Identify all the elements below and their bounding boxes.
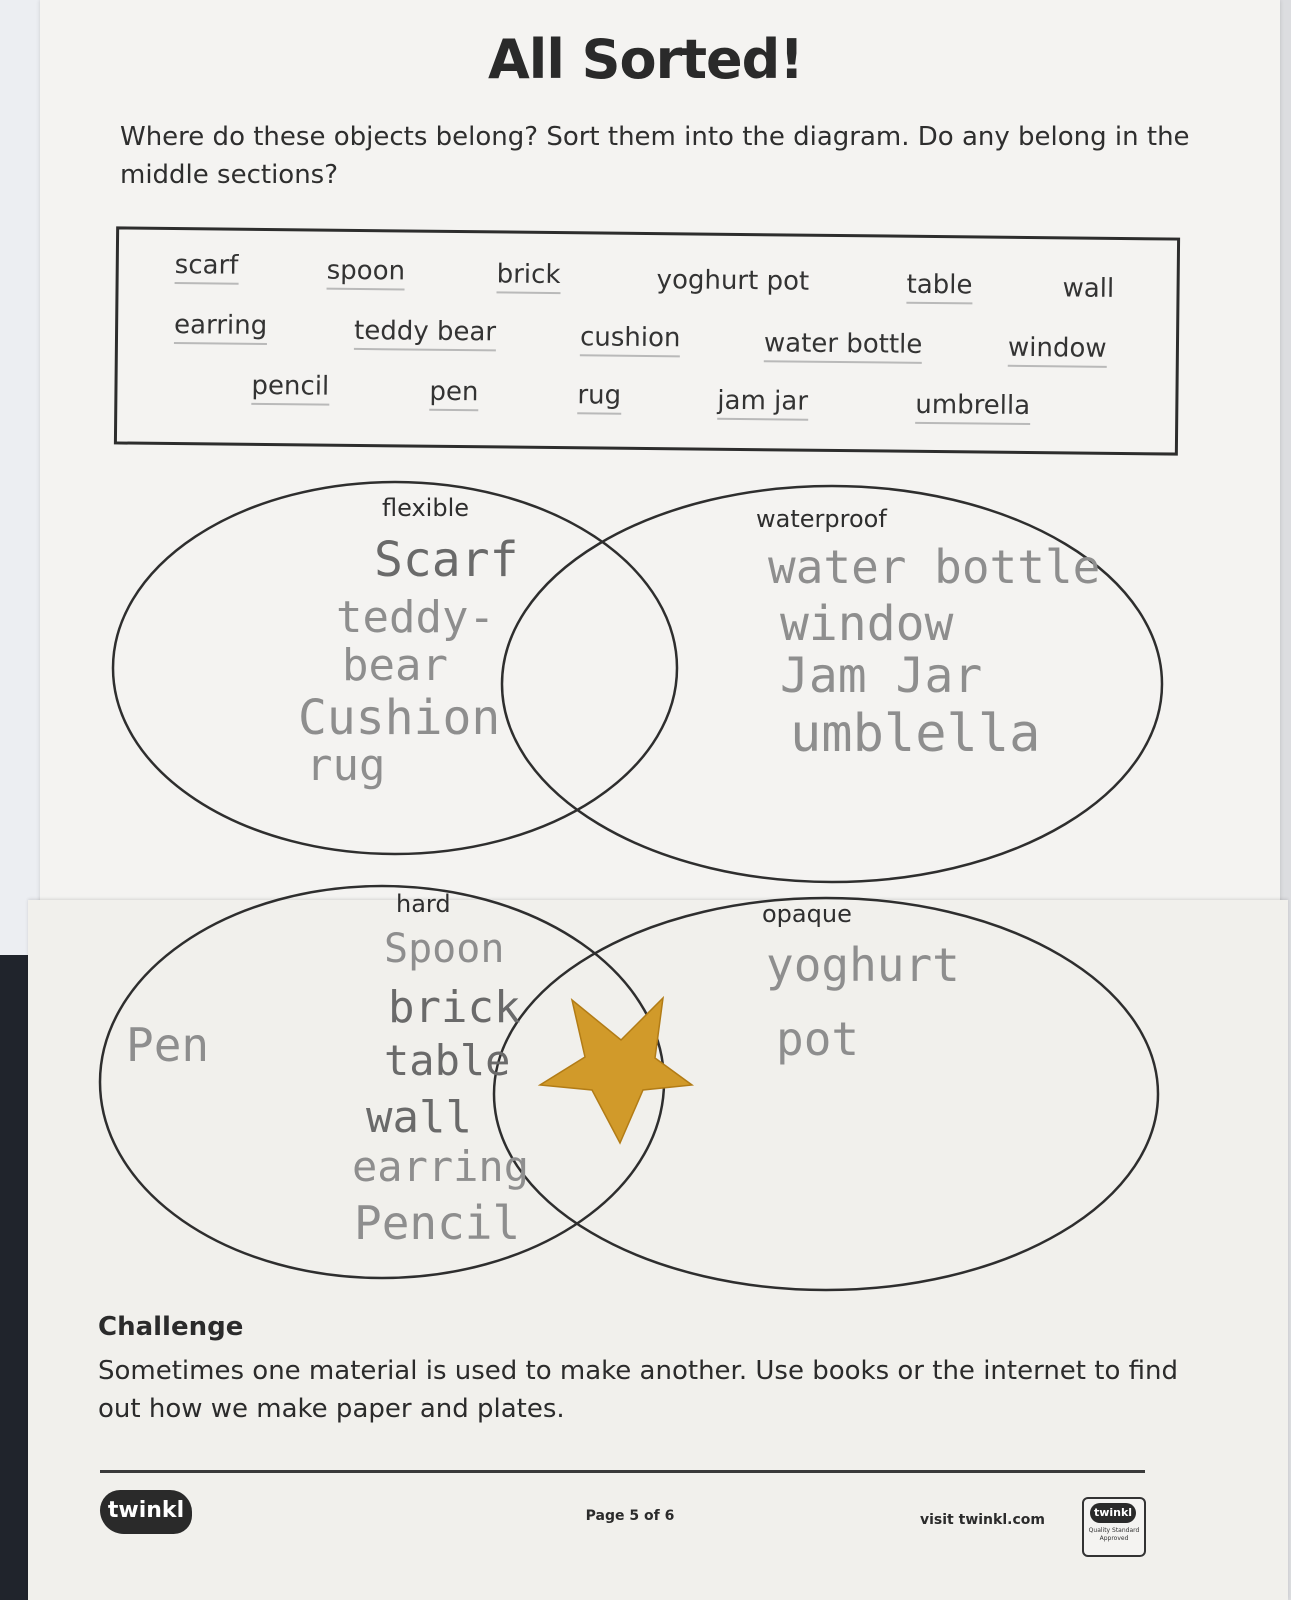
handwritten-answer: wall	[366, 1092, 472, 1143]
challenge-heading: Challenge	[98, 1312, 244, 1342]
star-sticker-icon	[540, 998, 692, 1143]
handwritten-answer: water bottle	[768, 540, 1101, 594]
visit-link-text: visit twinkl.com	[920, 1512, 1045, 1528]
venn-bottom-right-label: opaque	[762, 900, 852, 928]
quality-badge-icon	[1082, 1497, 1146, 1557]
badge-text: Quality Standard Approved	[1088, 1527, 1140, 1542]
word-bank-item: cushion	[580, 322, 681, 357]
word-bank-item: table	[906, 270, 972, 305]
word-bank-item: window	[1008, 333, 1107, 368]
venn-bottom-left-label: hard	[396, 890, 451, 918]
page-title: All Sorted!	[488, 28, 803, 91]
handwritten-answer: brick	[388, 982, 521, 1033]
handwritten-answer: earring	[352, 1142, 530, 1191]
venn-top-right-label: waterproof	[756, 505, 887, 533]
handwritten-answer: Pencil	[354, 1196, 521, 1250]
challenge-text: Sometimes one material is used to make another. Use books or the internet to find out how we make paper and plates.	[98, 1356, 1178, 1424]
word-bank-item: teddy bear	[354, 316, 496, 351]
word-bank-item: water bottle	[764, 328, 923, 364]
handwritten-answer: rug	[306, 740, 386, 791]
handwritten-answer: table	[384, 1036, 511, 1085]
twinkl-logo: twinkl	[100, 1490, 192, 1534]
word-bank-item: brick	[496, 259, 560, 294]
handwritten-answer: bear	[342, 640, 448, 691]
handwritten-answer: Jam Jar	[780, 648, 983, 704]
venn-top-left-label: flexible	[382, 494, 469, 522]
word-bank-item: yoghurt pot	[656, 265, 810, 297]
badge-logo: twinkl	[1090, 1503, 1136, 1523]
handwritten-answer: window	[780, 596, 954, 652]
handwritten-answer: pot	[776, 1012, 860, 1066]
word-bank-item: umbrella	[915, 390, 1030, 425]
handwritten-answer: Spoon	[384, 926, 505, 972]
page-number: Page 5 of 6	[585, 1508, 675, 1524]
handwritten-answer: Cushion	[298, 690, 501, 746]
word-bank-item: wall	[1062, 273, 1115, 304]
word-bank-item: jam jar	[717, 386, 808, 421]
word-bank-item: earring	[174, 310, 267, 345]
footer-divider	[100, 1470, 1145, 1473]
handwritten-answer: teddy-	[336, 592, 495, 643]
handwritten-answer: Scarf	[374, 532, 519, 588]
word-bank-item: pencil	[251, 371, 329, 406]
word-bank-item: rug	[577, 380, 621, 414]
word-bank-item: spoon	[327, 256, 406, 291]
handwritten-answer: Pen	[126, 1018, 210, 1072]
instructions: Where do these objects belong? Sort them into the diagram. Do any belong in the middle sections?	[120, 122, 1190, 190]
word-bank-item: pen	[429, 377, 478, 412]
handwritten-answer: yoghurt	[766, 938, 960, 992]
word-bank-item: scarf	[175, 250, 239, 285]
handwritten-answer: umblella	[790, 704, 1041, 764]
